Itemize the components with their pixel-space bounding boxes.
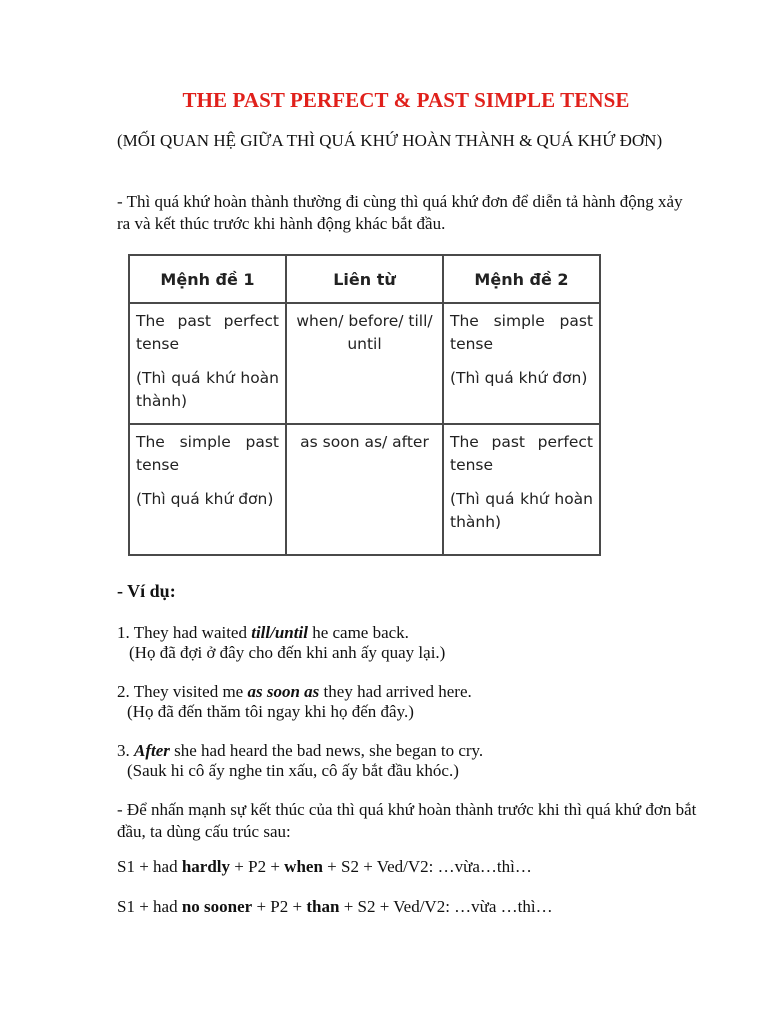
cell-conjunction: when/ before/ till/ until — [286, 303, 443, 424]
header-clause-1: Mệnh đề 1 — [129, 255, 286, 303]
clause-text: The simple past tense — [136, 433, 279, 474]
table-row — [129, 424, 600, 555]
table-row — [129, 303, 600, 424]
example-3 — [117, 741, 717, 781]
clause-note: (Thì quá khứ hoàn thành) — [450, 490, 593, 531]
cell-clause-2 — [443, 303, 600, 424]
cell-clause-1 — [129, 424, 286, 555]
example-2 — [117, 682, 717, 722]
page-title: THE PAST PERFECT & PAST SIMPLE TENSE — [182, 88, 630, 112]
example-translation: (Họ đã đến thăm tôi ngay khi họ đến đây.) — [127, 702, 414, 721]
example-sentence: 3. After she had heard the bad news, she began to cry. — [117, 741, 484, 760]
clause-note: (Thì quá khứ đơn) — [450, 369, 588, 387]
clause-text: The past perfect tense — [450, 433, 593, 474]
clause-note: (Thì quá khứ hoàn thành) — [136, 369, 279, 410]
example-translation: (Họ đã đợi ở đây cho đến khi anh ấy quay lại.) — [129, 643, 446, 662]
formula-hardly-when: S1 + had hardly + P2 + when + S2 + Ved/V2: …vừa…thì… — [117, 857, 532, 876]
example-sentence: 1. They had waited till/until he came back. — [117, 623, 409, 642]
subtitle: (MỐI QUAN HỆ GIỮA THÌ QUÁ KHỨ HOÀN THÀNH & QUÁ KHỨ ĐƠN) — [117, 131, 663, 150]
tense-table — [128, 254, 601, 556]
cell-clause-1 — [129, 303, 286, 424]
intro-paragraph: - Thì quá khứ hoàn thành thường đi cùng thì quá khứ đơn để diễn tả hành động xảy ra và kết thúc trước khi hành động khác bắt đầu. — [117, 192, 683, 233]
example-translation: (Sauk hi cô ấy nghe tin xấu, cô ấy bắt đầu khóc.) — [127, 761, 459, 780]
table-header-row — [129, 255, 600, 303]
clause-note: (Thì quá khứ đơn) — [136, 490, 274, 508]
clause-text: The simple past tense — [450, 312, 593, 353]
example-1 — [117, 623, 717, 663]
formula-no-sooner-than: S1 + had no sooner + P2 + than + S2 + Ved/V2: …vừa …thì… — [117, 897, 553, 916]
header-conjunction: Liên từ — [286, 255, 443, 303]
example-sentence: 2. They visited me as soon as they had arrived here. — [117, 682, 472, 701]
emphasis-note: - Để nhấn mạnh sự kết thúc của thì quá khứ hoàn thành trước khi thì quá khứ đơn bắt đầu, ta dùng cấu trúc sau: — [117, 800, 697, 841]
cell-conjunction: as soon as/ after — [286, 424, 443, 555]
header-clause-2: Mệnh đề 2 — [443, 255, 600, 303]
clause-text: The past perfect tense — [136, 312, 279, 353]
cell-clause-2 — [443, 424, 600, 555]
examples-heading: - Ví dụ: — [117, 581, 176, 601]
